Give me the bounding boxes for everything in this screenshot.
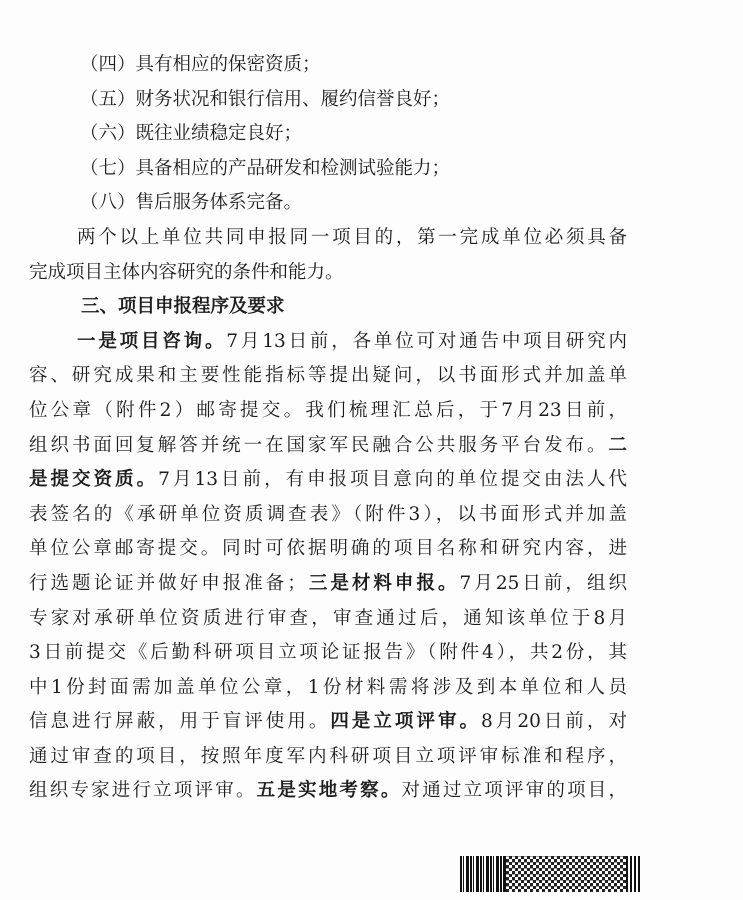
paragraph-text: 信息进行屏蔽，用于盲评使用。 — [29, 711, 331, 733]
bold-phrase: 二 — [608, 434, 627, 456]
bold-phrase: 三是材料申报。 — [305, 572, 460, 594]
paragraph-line: 单位公章邮寄提交。同时可依据明确的项目名称和研究内容，进 — [29, 538, 627, 560]
paragraph-text: 7月13日前，各单位可对通告中项目研究内 — [226, 330, 627, 352]
list-item: （七）具备相应的产品研发和检测试验能力； — [80, 157, 451, 179]
section-heading: 三、项目申报程序及要求 — [81, 296, 285, 318]
document-body — [29, 48, 627, 809]
paragraph-text: 7月25日前，组织 — [459, 572, 627, 594]
paragraph-line — [29, 705, 627, 740]
barcode-bars — [460, 856, 504, 892]
bold-phrase: 四是立项评审。 — [330, 711, 482, 733]
list-item: （四）具有相应的保密资质； — [80, 54, 321, 75]
paragraph-line: 通过审查的项目，按照年度军内科研项目立项评审标准和程序， — [29, 745, 627, 767]
paragraph-text: 行选题论证并做好申报准备； — [29, 572, 306, 594]
paragraph-text: 7月13日前，有申报项目意向的单位提交由法人代 — [158, 469, 627, 491]
paragraph-text: 8月20日前，对 — [481, 711, 627, 733]
paragraph-text: 对通过立项评审的项目， — [401, 780, 627, 802]
list-item: （六）既往业绩稳定良好； — [80, 123, 303, 145]
barcode-end-bars — [626, 856, 640, 892]
bold-phrase: 五是实地考察。 — [256, 780, 402, 802]
paragraph-line: 专家对承研单位资质进行审查，审查通过后，通知该单位于8月 — [29, 607, 627, 629]
paragraph-line — [29, 774, 627, 809]
paragraph-line: 表签名的《承研单位资质调查表》（附件3），以书面形式并加盖 — [29, 503, 627, 525]
paragraph-text: 组织专家进行立项评审。 — [29, 780, 257, 802]
paragraph-line — [29, 463, 627, 498]
qr-code-icon — [504, 856, 626, 892]
paragraph-line: 中1份封面需加盖单位公章，1份材料需将涉及到本单位和人员 — [29, 676, 627, 698]
paragraph-line: 3日前提交《后勤科研项目立项论证报告》（附件4），共2份，其 — [29, 642, 627, 664]
paragraph-line — [77, 325, 627, 360]
bold-phrase: 一是项目咨询。 — [77, 330, 227, 352]
paragraph-line: 容、研究成果和主要性能指标等提出疑问，以书面形式并加盖单 — [29, 365, 627, 387]
paragraph-line: 位公章（附件2）邮寄提交。我们梳理汇总后，于7月23日前， — [29, 399, 627, 421]
barcode-icon — [460, 856, 640, 892]
paragraph-line — [29, 567, 627, 602]
bold-phrase: 是提交资质。 — [29, 469, 159, 491]
list-item: （五）财务状况和银行信用、履约信誉良好； — [80, 88, 451, 110]
paragraph-text: 组织书面回复解答并统一在国家军民融合公共服务平台发布。 — [29, 434, 609, 456]
paragraph-line: 两个以上单位共同申报同一项目的，第一完成单位必须具备 — [77, 226, 627, 248]
paragraph-line — [29, 429, 627, 464]
list-item: （八）售后服务体系完备。 — [80, 192, 303, 214]
paragraph-line: 完成项目主体内容研究的条件和能力。 — [29, 261, 344, 283]
